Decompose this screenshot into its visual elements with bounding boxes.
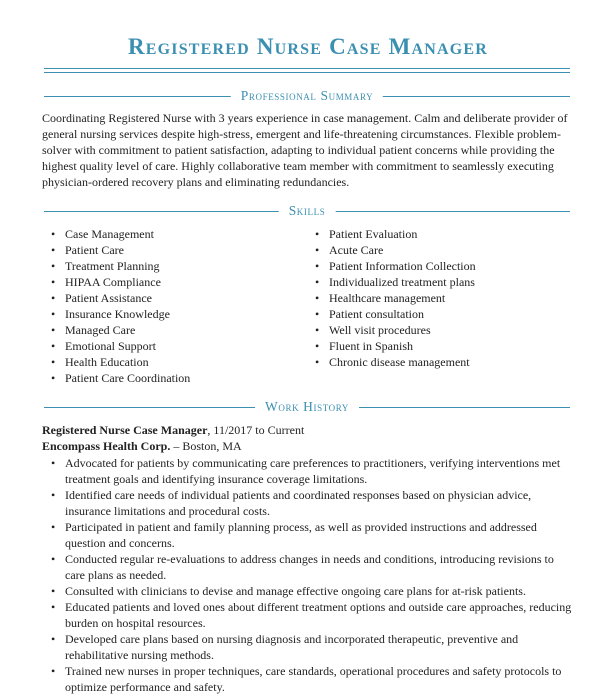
skill-item: • Healthcare management [312,290,572,306]
title-rule-bottom [44,72,570,73]
employer-name: Encompass Health Corp. [42,439,171,453]
skill-item: • Patient Assistance [48,290,298,306]
skill-item: • Case Management [48,226,298,242]
skill-item: • Managed Care [48,322,298,338]
skill-item: • Acute Care [312,242,572,258]
skill-item: • Well visit procedures [312,322,572,338]
duty-item: • Participated in patient and family planning process, as well as provided instructions and addressed question and concerns. [48,519,574,551]
duty-item: • Trained new nurses in proper techniques, care standards, operational procedures and safety protocols to optimize performance and safety. [48,663,574,695]
duty-item: • Educated patients and loved ones about different treatment options and outside care approaches, reducing burden on hospital resources. [48,599,574,631]
skill-item: • Insurance Knowledge [48,306,298,322]
job-duties-list [48,455,574,695]
professional-summary-text: Coordinating Registered Nurse with 3 years experience in case management. Calm and deliberate provider of general nursing services despite high-stress, emergent and life-threatening circumstances. Flexible problem-solver with commitment to patient satisfaction, adapting to individual patient concerns while providing the highest quality level of care. Highly collaborative team member with commitment to seamlessly executing physician-ordered recovery plans and eliminating redundancies. [42,111,568,189]
duty-item: • Developed care plans based on nursing diagnosis and incorporated therapeutic, preventive and rehabilitative nursing methods. [48,631,574,663]
duty-item: • Consulted with clinicians to devise and manage effective ongoing care plans for at-risk patients. [48,583,574,599]
skill-item: • Patient consultation [312,306,572,322]
work-heading-label: Work History [255,400,359,414]
skill-item: • Patient Care [48,242,298,258]
employer-line [42,438,242,454]
skills-list-left [48,226,298,386]
skill-item: • Health Education [48,354,298,370]
employer-location: – Boston, MA [170,439,242,453]
resume-title: Registered Nurse Case Manager [127,34,489,59]
job-dates: , 11/2017 to Current [207,423,305,437]
skill-item: • Chronic disease management [312,354,572,370]
skill-item: • Treatment Planning [48,258,298,274]
skill-item: • Patient Evaluation [312,226,572,242]
title-rule-top [44,68,570,69]
skills-section-heading [44,204,570,218]
skills-heading-label: Skills [279,204,336,218]
summary-heading-label: Professional Summary [231,89,383,103]
job-title-line [42,422,304,438]
summary-section-heading [44,89,570,103]
duty-item: • Identified care needs of individual patients and coordinated responses based on physician advice, insurance limitations and procedural costs. [48,487,574,519]
skill-item: • Patient Care Coordination [48,370,298,386]
duty-item: • Advocated for patients by communicating care preferences to practitioners, verifying interventions met treatment goals and identifying insurance coverage limitations. [48,455,574,487]
skill-item: • Individualized treatment plans [312,274,572,290]
skill-item: • Emotional Support [48,338,298,354]
skill-item: • HIPAA Compliance [48,274,298,290]
skill-item: • Fluent in Spanish [312,338,572,354]
work-history-section-heading [44,400,570,414]
duty-item: • Conducted regular re-evaluations to address changes in needs and conditions, introducing revisions to care plans as needed. [48,551,574,583]
skills-list-right [312,226,572,370]
skill-item: • Patient Information Collection [312,258,572,274]
job-title: Registered Nurse Case Manager [42,423,208,437]
